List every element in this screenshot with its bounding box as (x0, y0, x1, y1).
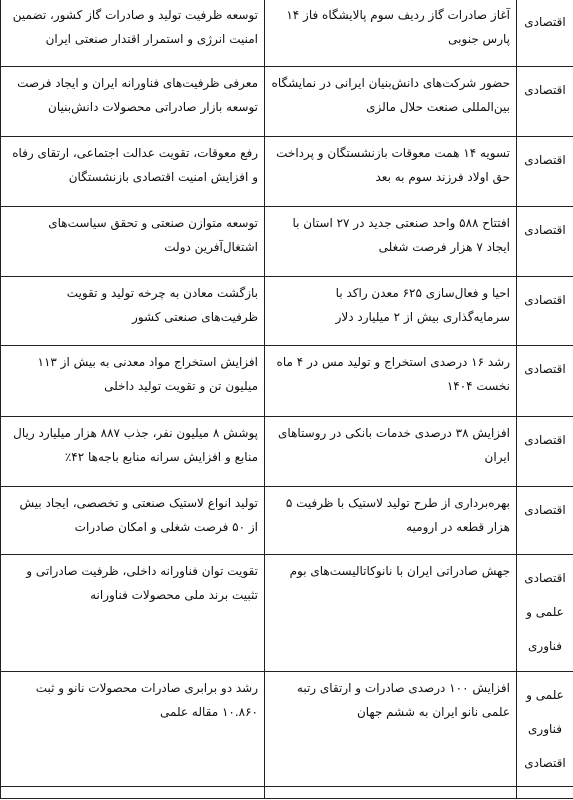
table-row (1, 137, 573, 207)
category-label: اقتصادی (524, 433, 566, 447)
table-row (1, 487, 573, 555)
achievement-effect-cell: رفع معوقات، تقویت عدالت اجتماعی، ارتقای رفاه و افزایش امنیت اقتصادی بازنشستگان (1, 137, 265, 207)
category-cell (517, 672, 573, 787)
category-label: اقتصادی (524, 83, 566, 97)
achievement-title-cell: افزایش ۱۰۰ درصدی صادرات و ارتقای رتبه علمی نانو ایران به ششم جهان (265, 672, 517, 787)
achievement-effect-cell: پوشش ۸ میلیون نفر، جذب ۸۸۷ هزار میلیارد ریال منابع و افزایش سرانه منابع باجه‌ها ۴۲٪ (1, 417, 265, 487)
table-row (1, 67, 573, 137)
category-cell (517, 277, 573, 346)
achievement-title-cell: افزایش ۳۸ درصدی خدمات بانکی در روستاهای ایران (265, 417, 517, 487)
category-cell (517, 0, 573, 67)
achievement-effect-cell: تولید انواع لاستیک صنعتی و تخصصی، ایجاد بیش از ۵۰ فرصت شغلی و امکان صادرات (1, 487, 265, 555)
category-label: اقتصادی (524, 756, 566, 770)
category-label: اقتصادی (524, 153, 566, 167)
category-cell (517, 787, 573, 799)
achievement-title-cell: آغاز صادرات گاز ردیف سوم پالایشگاه فاز ۱۴ پارس جنوبی (265, 0, 517, 67)
achievement-title-cell: حضور شرکت‌های دانش‌بنیان ایرانی در نمایشگاه بین‌المللی صنعت حلال مالزی (265, 67, 517, 137)
table-row (1, 417, 573, 487)
achievement-effect-cell: رشد دو برابری صادرات محصولات نانو و ثبت ۱۰.۸۶۰ مقاله علمی (1, 672, 265, 787)
table-row (1, 0, 573, 67)
category-label: اقتصادی (524, 293, 566, 307)
category-cell (517, 487, 573, 555)
achievement-effect-cell: توسعه ظرفیت تولید و صادرات گاز کشور، تضمین امنیت انرژی و استمرار اقتدار صنعتی ایران (1, 0, 265, 67)
category-cell (517, 67, 573, 137)
achievement-title-cell (265, 787, 517, 799)
category-label: اقتصادی (524, 571, 566, 585)
achievement-title-cell: جهش صادراتی ایران با نانوکاتالیست‌های بوم (265, 555, 517, 672)
table-row (1, 555, 573, 672)
category-cell (517, 137, 573, 207)
achievement-effect-cell: تقویت توان فناورانه داخلی، ظرفیت صادراتی و تثبیت برند ملی محصولات فناورانه (1, 555, 265, 672)
achievement-title-cell: بهره‌برداری از طرح تولید لاستیک با ظرفیت ۵ هزار قطعه در ارومیه (265, 487, 517, 555)
category-label: اقتصادی (524, 503, 566, 517)
category-label: علمی و (526, 688, 564, 702)
table-row (1, 787, 573, 799)
category-label: علمی و (526, 605, 564, 619)
table-row (1, 207, 573, 277)
category-cell (517, 207, 573, 277)
category-cell (517, 417, 573, 487)
achievement-title-cell: تسویه ۱۴ همت معوقات بازنشستگان و پرداخت حق اولاد فرزند سوم به بعد (265, 137, 517, 207)
category-cell (517, 555, 573, 672)
table-row (1, 277, 573, 346)
table-row (1, 346, 573, 417)
category-label: فناوری (528, 722, 562, 736)
achievement-effect-cell: بازگشت معادن به چرخه تولید و تقویت ظرفیت‌های صنعتی کشور (1, 277, 265, 346)
category-label: اقتصادی (524, 362, 566, 376)
achievement-effect-cell: معرفی ظرفیت‌های فناورانه ایران و ایجاد فرصت توسعه بازار صادراتی محصولات دانش‌بنیان (1, 67, 265, 137)
achievement-effect-cell (1, 787, 265, 799)
achievement-title-cell: احیا و فعال‌سازی ۶۲۵ معدن راکد با سرمایه‌گذاری بیش از ۲ میلیارد دلار (265, 277, 517, 346)
category-label: اقتصادی (524, 223, 566, 237)
category-label: فناوری (528, 639, 562, 653)
achievement-effect-cell: توسعه متوازن صنعتی و تحقق سیاست‌های اشتغال‌آفرین دولت (1, 207, 265, 277)
category-cell (517, 346, 573, 417)
achievement-title-cell: رشد ۱۶ درصدی استخراج و تولید مس در ۴ ماه نخست ۱۴۰۴ (265, 346, 517, 417)
category-label: اقتصادی (524, 15, 566, 29)
achievement-effect-cell: افزایش استخراج مواد معدنی به بیش از ۱۱۳ میلیون تن و تقویت تولید داخلی (1, 346, 265, 417)
table-row (1, 672, 573, 787)
achievement-title-cell: افتتاح ۵۸۸ واحد صنعتی جدید در ۲۷ استان با ایجاد ۷ هزار فرصت شغلی (265, 207, 517, 277)
